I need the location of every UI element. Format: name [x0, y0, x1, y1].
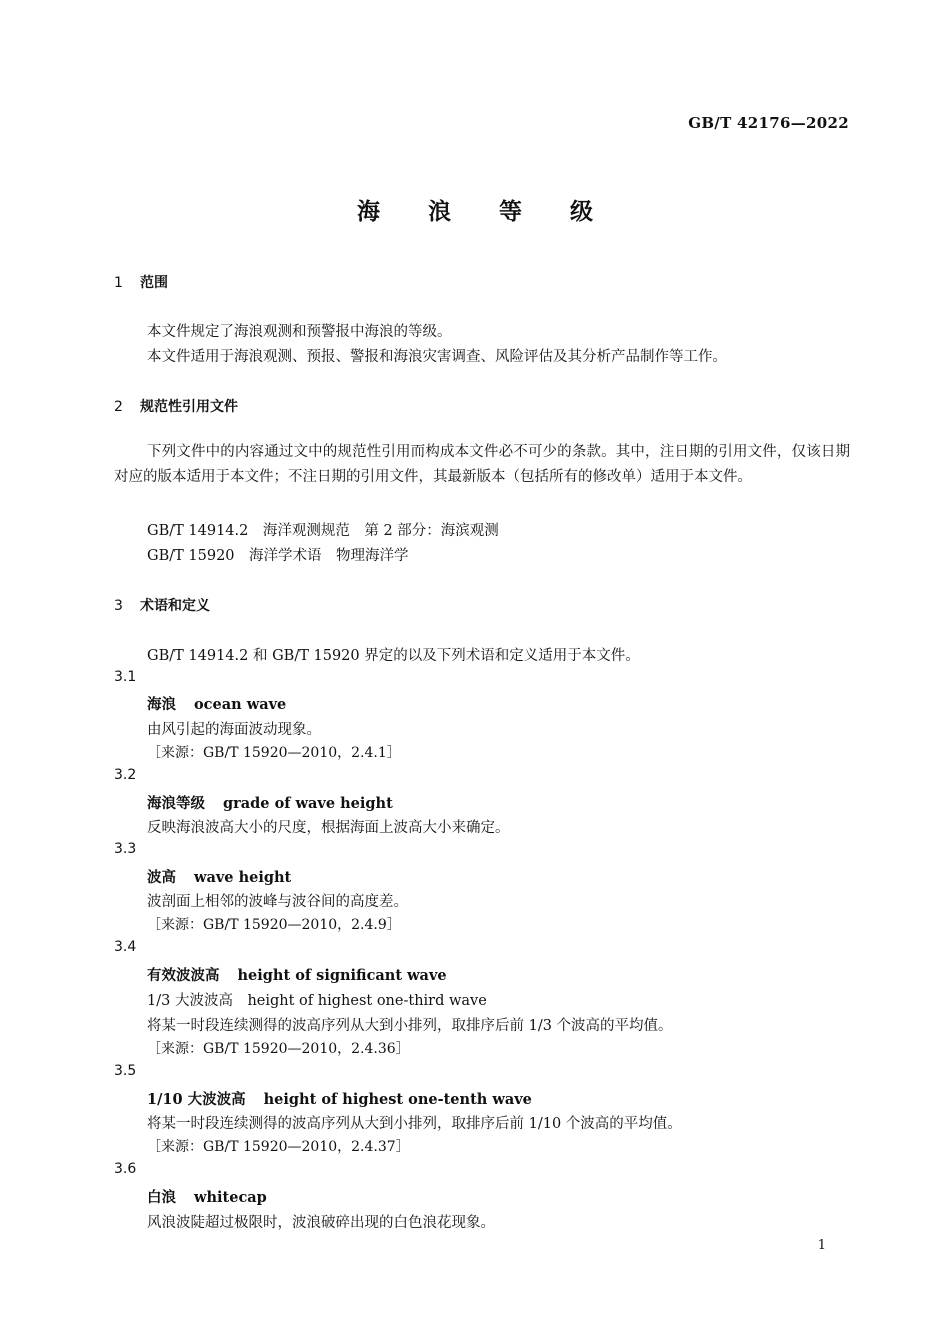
- term-en: height of highest one-tenth wave: [263, 1091, 532, 1108]
- term-en: height of significant wave: [237, 967, 447, 984]
- term-source: ［来源：GB/T 15920—2010，2.4.9］: [147, 917, 401, 933]
- standard-number: GB/T 42176—2022: [688, 114, 849, 132]
- section-1-heading: [114, 272, 168, 292]
- term-entry: [147, 1186, 267, 1207]
- term-entry: [147, 792, 393, 813]
- term-en: ocean wave: [194, 696, 287, 713]
- term-number: 3.6: [114, 1161, 137, 1177]
- term-source: ［来源：GB/T 15920—2010，2.4.1］: [147, 745, 401, 761]
- term-zh: 有效波波高: [147, 967, 220, 984]
- term-zh: 1/10 大波波高: [147, 1091, 246, 1108]
- page-number: 1: [817, 1238, 826, 1253]
- term-entry: [147, 693, 286, 714]
- term-number: 3.2: [114, 767, 137, 783]
- normative-references-intro: 下列文件中的内容通过文中的规范性引用而构成本文件必不可少的条款。其中，注日期的引用文件，仅该日期对应的版本适用于本文件；不注日期的引用文件，其最新版本（包括所有的修改单）适用于本文件。: [114, 444, 850, 485]
- term-entry: [147, 964, 447, 985]
- section-title: 术语和定义: [140, 598, 210, 614]
- term-en: wave height: [194, 869, 292, 886]
- term-definition: 反映海浪波高大小的尺度，根据海面上波高大小来确定。: [147, 820, 510, 836]
- terms-intro: GB/T 14914.2 和 GB/T 15920 界定的以及下列术语和定义适用于本文件。: [147, 648, 640, 664]
- term-entry: [147, 1088, 532, 1109]
- term-number: 3.4: [114, 939, 137, 955]
- term-definition: 风浪波陡超过极限时，波浪破碎出现的白色浪花现象。: [147, 1215, 495, 1231]
- section-2-heading: [114, 396, 238, 416]
- term-definition: 由风引起的海面波动现象。: [147, 722, 321, 738]
- term-en: grade of wave height: [223, 795, 393, 812]
- reference-item: GB/T 15920 海洋学术语 物理海洋学: [147, 548, 409, 564]
- term-zh: 波高: [147, 869, 176, 886]
- section-3-heading: [114, 595, 210, 615]
- term-entry: [147, 866, 291, 887]
- term-definition: 将某一时段连续测得的波高序列从大到小排列，取排序后前 1/3 个波高的平均值。: [147, 1018, 673, 1034]
- reference-item: GB/T 14914.2 海洋观测规范 第 2 部分：海滨观测: [147, 523, 499, 539]
- term-source: ［来源：GB/T 15920—2010，2.4.37］: [147, 1139, 410, 1155]
- term-source: ［来源：GB/T 15920—2010，2.4.36］: [147, 1041, 410, 1057]
- term-zh: 海浪等级: [147, 795, 205, 812]
- term-number: 3.3: [114, 841, 137, 857]
- section-title: 规范性引用文件: [140, 399, 238, 415]
- document-title: 海 浪 等 级: [356, 198, 614, 225]
- scope-paragraph-2: 本文件适用于海浪观测、预报、警报和海浪灾害调查、风险评估及其分析产品制作等工作。: [147, 349, 727, 365]
- section-number: 2: [114, 399, 123, 415]
- term-alternative: 1/3 大波波高 height of highest one-third wave: [147, 993, 487, 1009]
- term-number: 3.5: [114, 1063, 137, 1079]
- term-number: 3.1: [114, 669, 137, 685]
- section-number: 3: [114, 598, 123, 614]
- term-en: whitecap: [194, 1189, 267, 1206]
- section-title: 范围: [140, 275, 168, 291]
- section-number: 1: [114, 275, 123, 291]
- term-zh: 海浪: [147, 696, 176, 713]
- term-definition: 将某一时段连续测得的波高序列从大到小排列，取排序后前 1/10 个波高的平均值。: [147, 1116, 682, 1132]
- term-zh: 白浪: [147, 1189, 176, 1206]
- scope-paragraph-1: 本文件规定了海浪观测和预警报中海浪的等级。: [147, 324, 452, 340]
- term-definition: 波剖面上相邻的波峰与波谷间的高度差。: [147, 894, 408, 910]
